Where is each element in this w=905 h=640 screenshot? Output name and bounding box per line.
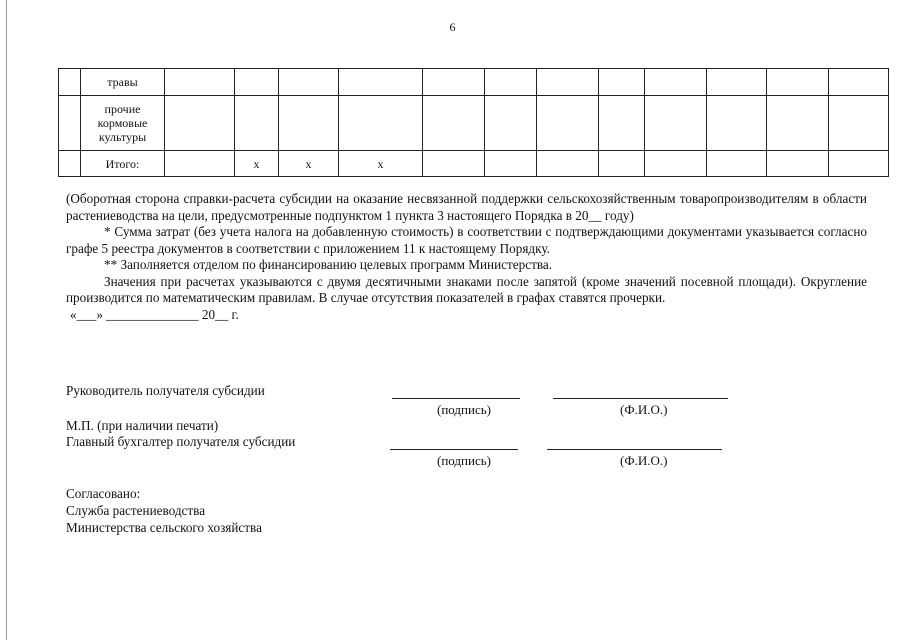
table-cell	[235, 69, 279, 96]
table-cell	[599, 96, 645, 151]
table-cell	[339, 96, 423, 151]
accountant-label: Главный бухгалтер получателя субсидии	[66, 434, 296, 449]
table-cell	[235, 96, 279, 151]
seal-label: М.П. (при наличии печати)	[66, 418, 219, 433]
table-cell	[707, 69, 767, 96]
footnote-department: ** Заполняется отделом по финансированию целевых программ Министерства.	[104, 257, 553, 272]
table-cell	[423, 96, 485, 151]
table-cell: х	[339, 151, 423, 177]
head-signature-line	[392, 398, 520, 399]
accountant-signature-line	[390, 449, 518, 450]
footnote-cost: * Сумма затрат (без учета налога на добавленную стоимость) в соответствии с подтверждающими документами указывается согласно графе 5 реестра документов в соответствии с приложением 11 к настоящему Порядку.	[66, 224, 867, 256]
table-row	[59, 96, 889, 151]
reverse-side-note: (Оборотная сторона справки-расчета субсидии на оказание несвязанной поддержки сельскохозяйственным товаропроизводителям в области растениеводства на цели, предусмотренные подпунктом 1 пункта 3 настоящего Порядка в 20__ году)	[66, 191, 867, 223]
table-row	[59, 69, 889, 96]
table-cell	[829, 69, 889, 96]
table-cell	[423, 151, 485, 177]
row-label: прочие кормовые культуры	[81, 96, 165, 151]
table-cell	[165, 151, 235, 177]
table-cell	[767, 69, 829, 96]
table-cell	[59, 69, 81, 96]
table-cell	[645, 96, 707, 151]
table-cell	[485, 96, 537, 151]
head-fio-line	[553, 398, 728, 399]
table-cell	[645, 69, 707, 96]
head-label: Руководитель получателя субсидии	[66, 383, 265, 398]
accountant-fio-caption: (Ф.И.О.)	[620, 453, 668, 468]
head-fio-caption: (Ф.И.О.)	[620, 402, 668, 417]
table-cell	[423, 69, 485, 96]
values-note: Значения при расчетах указываются с двумя десятичными знаками после запятой (кроме значений посевной площади). Округление производится по математическим правилам. В случае отсутствия показателей в графах ставятся прочерки.	[66, 273, 867, 305]
table-cell	[599, 69, 645, 96]
table-cell	[537, 151, 599, 177]
row-label: травы	[81, 69, 165, 96]
table-cell: х	[235, 151, 279, 177]
head-signature-caption: (подпись)	[437, 402, 491, 417]
page-number: 6	[449, 20, 456, 34]
page-edge-line	[6, 0, 7, 640]
table-cell	[707, 96, 767, 151]
table-cell	[485, 151, 537, 177]
approval-ministry: Министерства сельского хозяйства	[66, 520, 262, 535]
table-cell	[537, 96, 599, 151]
accountant-signature-caption: (подпись)	[437, 453, 491, 468]
table-cell	[339, 69, 423, 96]
table-cell	[707, 151, 767, 177]
table-cell	[829, 96, 889, 151]
row-label: Итого:	[81, 151, 165, 177]
subsidy-table	[58, 68, 889, 177]
table-cell	[485, 69, 537, 96]
table-cell	[279, 69, 339, 96]
table-cell	[537, 69, 599, 96]
table-cell: х	[279, 151, 339, 177]
table-cell	[829, 151, 889, 177]
table-cell	[59, 96, 81, 151]
table-cell	[599, 151, 645, 177]
approval-label: Согласовано:	[66, 486, 141, 501]
notes-block	[66, 191, 867, 323]
table-cell	[59, 151, 81, 177]
date-line: «___» ______________ 20__ г.	[70, 306, 239, 322]
table-cell	[645, 151, 707, 177]
table-row-total	[59, 151, 889, 177]
table-cell	[279, 96, 339, 151]
table-cell	[165, 69, 235, 96]
table-cell	[165, 96, 235, 151]
approval-service: Служба растениеводства	[66, 503, 206, 518]
table-cell	[767, 96, 829, 151]
table-cell	[767, 151, 829, 177]
accountant-fio-line	[547, 449, 722, 450]
